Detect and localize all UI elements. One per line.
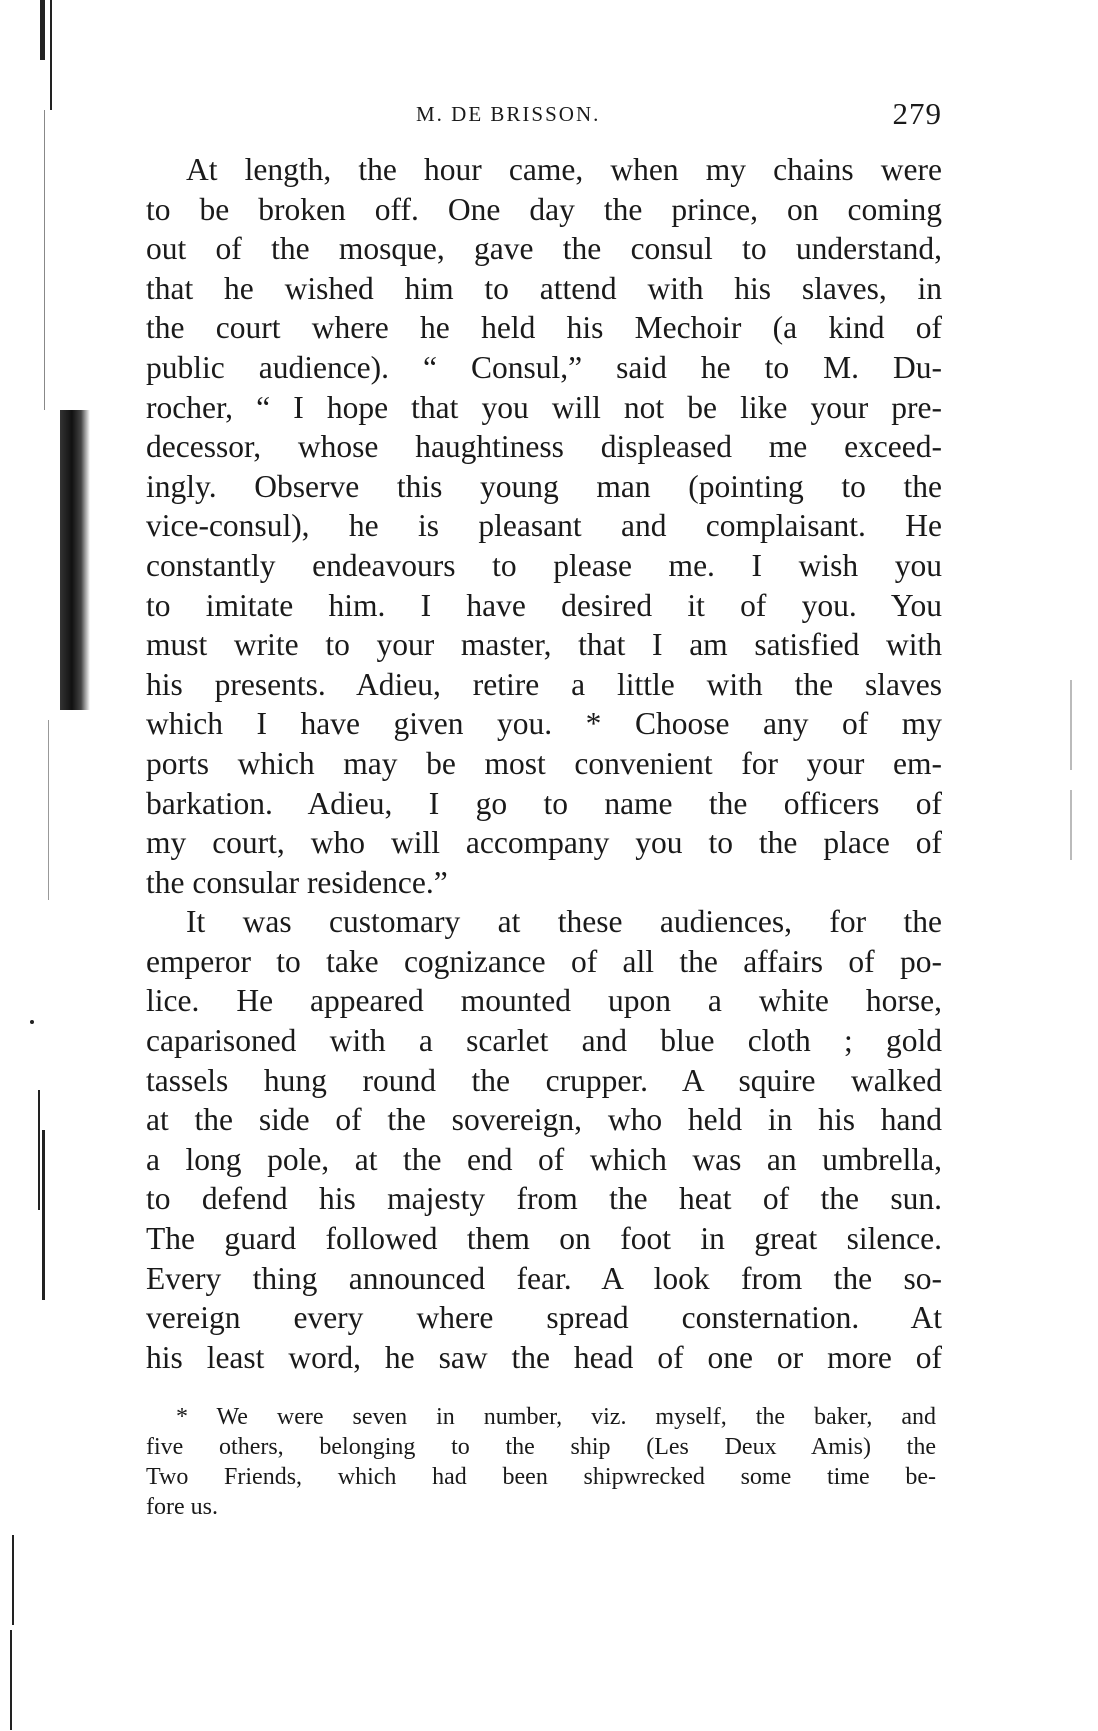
text-line: decessor, whose haughtiness displeased me exceed-	[146, 429, 942, 465]
text-line: his least word, he saw the head of one or more of	[146, 1339, 942, 1375]
text-line: vice-consul), he is pleasant and complaisant. He	[146, 508, 942, 544]
page-edge-mark	[1070, 790, 1072, 860]
text-line: his presents. Adieu, retire a little with the slaves	[146, 666, 942, 702]
text-line: Every thing announced fear. A look from the so-	[146, 1260, 942, 1296]
binding-edge-mark	[10, 1630, 12, 1730]
text-line: barkation. Adieu, I go to name the officers of	[146, 785, 942, 821]
footnote-line: fore us.	[146, 1494, 218, 1520]
body-text	[146, 150, 942, 1377]
text-line: rocher, “ I hope that you will not be like your pre-	[146, 389, 942, 425]
binding-edge-mark	[48, 720, 49, 900]
text-line: At length, the hour came, when my chains were	[186, 152, 942, 187]
text-line: constantly endeavours to please me. I wish you	[146, 547, 942, 583]
paragraph	[146, 902, 942, 1377]
footnote-line: Two Friends, which had been shipwrecked some time be-	[146, 1464, 936, 1490]
text-line: the consular residence.”	[146, 864, 448, 900]
binding-edge-mark	[38, 1090, 40, 1210]
text-line: It was customary at these audiences, for the	[186, 904, 942, 940]
footnote-line: * We were seven in number, viz. myself, the baker, and	[176, 1404, 936, 1430]
binding-edge-mark	[30, 1020, 34, 1024]
footnote-line: five others, belonging to the ship (Les Deux Amis) the	[146, 1434, 936, 1460]
text-line: a long pole, at the end of which was an umbrella,	[146, 1141, 942, 1177]
binding-edge-mark	[12, 1535, 14, 1625]
binding-edge-mark	[42, 1130, 45, 1300]
text-line: which I have given you. * Choose any of my	[146, 706, 942, 742]
text-line: caparisoned with a scarlet and blue cloth ; gold	[146, 1023, 942, 1059]
text-line: the court where he held his Mechoir (a kind of	[146, 310, 942, 346]
text-line: at the side of the sovereign, who held in his hand	[146, 1102, 942, 1138]
page-header	[146, 96, 942, 136]
text-line: to be broken off. One day the prince, on coming	[146, 191, 942, 227]
text-line: ingly. Observe this young man (pointing to the	[146, 468, 942, 504]
text-line: lice. He appeared mounted upon a white horse,	[146, 983, 942, 1019]
binding-shadow	[60, 410, 90, 710]
text-line: vereign every where spread consternation. At	[146, 1300, 942, 1336]
text-line: public audience). “ Consul,” said he to M. Du-	[146, 349, 942, 385]
text-line: to imitate him. I have desired it of you. You	[146, 587, 942, 623]
text-line: to defend his majesty from the heat of the sun.	[146, 1181, 942, 1217]
text-line: The guard followed them on foot in great silence.	[146, 1221, 942, 1257]
running-head: M. DE BRISSON.	[416, 102, 601, 126]
binding-edge-mark	[50, 0, 52, 110]
footnote	[146, 1402, 936, 1522]
paragraph	[146, 150, 942, 902]
text-line: tassels hung round the crupper. A squire walked	[146, 1062, 942, 1098]
page-number: 279	[892, 96, 942, 131]
binding-edge-mark	[44, 110, 45, 410]
text-line: that he wished him to attend with his slaves, in	[146, 270, 942, 306]
text-line: must write to your master, that I am satisfied with	[146, 627, 942, 663]
text-line: emperor to take cognizance of all the affairs of po-	[146, 943, 942, 979]
text-line: out of the mosque, gave the consul to understand,	[146, 231, 942, 267]
text-line: ports which may be most convenient for your em-	[146, 745, 942, 781]
page-edge-mark	[1070, 680, 1072, 770]
binding-edge-mark	[40, 0, 45, 60]
text-line: my court, who will accompany you to the place of	[146, 825, 942, 861]
